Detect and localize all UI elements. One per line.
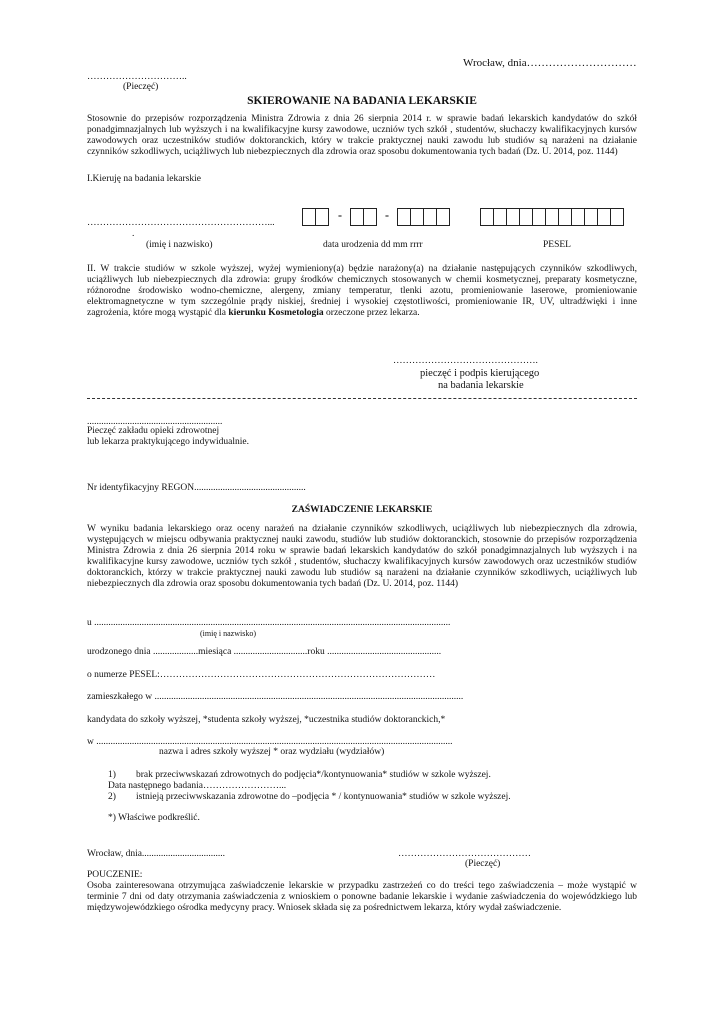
next-exam-date: Data następnego badania……………………...: [108, 781, 287, 791]
digit-box[interactable]: [397, 208, 411, 226]
section-2-tail: orzeczone przez lekarza.: [323, 308, 420, 318]
digit-box[interactable]: [597, 208, 611, 226]
intro-paragraph: Stosownie do przepisów rozporządzenia Ministra Zdrowia z dnia 26 sierpnia 2014 r. w sprawie badań lekarskich kandydatów do szkół ponadgimnazjalnych lub wyższych i na kwalifikacyjne kursy zawodowe, uczniów tych szkół , studentów, słuchaczy kwalifikacyjnych kursów zawodowych oraz uczestników studiów doktoranckich, który w trakcie praktycznej nauki zawodu lub studiów są narażeni na działanie czynników szkodliwych, uciążliwych lub niebezpiecznych dla zdrowia oraz sposobu dokumentowania tych badań (Dz. U. 2014, poz. 1144): [87, 114, 637, 157]
notice-text: Osoba zainteresowana otrzymująca zaświadczenie lekarskie w przypadku zastrzeżeń co do treści tego zaświadczenia – może wystąpić w terminie 7 dni od daty otrzymania zaświadczenia z wnioskiem o ponowne badanie lekarskie i wydanie zaświadczenia do wojewódzkiego lub międzywojewódzkiego ośrodka medycyny pracy. Wniosek składa się za pośrednictwem lekarza, który wydał zaświadczenie.: [87, 881, 637, 913]
footnote: *) Właściwe podkreślić.: [108, 813, 200, 823]
section-2-paragraph: [87, 264, 637, 319]
date-separator: -: [338, 208, 342, 222]
birth-day-boxes[interactable]: [302, 208, 328, 226]
digit-box[interactable]: [363, 208, 377, 226]
digit-box[interactable]: [584, 208, 598, 226]
digit-box[interactable]: [558, 208, 572, 226]
name-dots: …………………………………………………...: [87, 218, 275, 228]
digit-box[interactable]: [506, 208, 520, 226]
digit-box[interactable]: [315, 208, 329, 226]
digit-box[interactable]: [410, 208, 424, 226]
certificate-title: ZAŚWIADCZENIE LEKARSKIE: [291, 505, 433, 515]
item-number: 1): [108, 770, 116, 780]
digit-box[interactable]: [493, 208, 507, 226]
certificate-intro: W wyniku badania lekarskiego oraz oceny narażeń na działanie czynników szkodliwych, uciążliwych lub niebezpiecznych dla zdrowia, występujących w miejscu odbywania praktycznej nauki zawodu, studiów lub studiów doktoranckich, stosownie do przepisów rozporządzenia Ministra Zdrowia z dnia 26 sierpnia 2014 roku w sprawie badań lekarskich kandydatów do szkół ponadgimnazjalnych lub wyższych i na kwalifikacyjne kursy zawodowe, uczniów tych szkół , studentów, słuchaczy kwalifikacyjnych kursów zawodowych oraz uczestników studiów doktoranckich, którzy w trakcie praktycznej nauki zawodu lub studiów są narażeni na działanie czynników szkodliwych, uciążliwych lub niebezpiecznych dla zdrowia oraz sposobu dokumentowania tych badań (Dz. U. 2014, poz. 1144): [87, 524, 637, 589]
birth-month-boxes[interactable]: [350, 208, 376, 226]
facility-line-1: Pieczęć zakładu opieki zdrowotnej: [87, 426, 220, 436]
item-number: 2): [108, 792, 116, 802]
pesel-field: o numerze PESEL:……………………………………………………………………………: [87, 670, 436, 680]
pesel-boxes[interactable]: [480, 208, 623, 226]
decision-text: brak przeciwwskazań zdrowotnych do podjęcia*/kontynuowania* studiów w szkole wyższej.: [136, 770, 491, 780]
pesel-label: PESEL: [543, 240, 571, 250]
signature-dots: ……………………………………….: [393, 356, 538, 366]
page-title: SKIEROWANIE NA BADANIA LEKARSKIE: [247, 95, 477, 107]
footer-stamp-label: (Pieczęć): [465, 859, 501, 869]
regon-field: Nr identyfikacyjny REGON...............................................: [87, 483, 306, 493]
digit-box[interactable]: [519, 208, 533, 226]
footer-stamp-dots: ……………………………………: [398, 849, 531, 859]
signature-line-1: pieczęć i podpis kierującego: [420, 368, 540, 379]
digit-box[interactable]: [610, 208, 624, 226]
section-divider: [87, 398, 637, 399]
name-label: (imię i nazwisko): [146, 240, 213, 250]
decision-item-1: [108, 770, 491, 781]
digit-box[interactable]: [571, 208, 585, 226]
facility-line-2: lub lekarza praktykującego indywidualnie.: [87, 437, 249, 447]
digit-box[interactable]: [350, 208, 364, 226]
school-field: w ......................................................................................................................................................: [87, 737, 453, 747]
digit-box[interactable]: [423, 208, 437, 226]
digit-box[interactable]: [480, 208, 494, 226]
name-dot-below: .: [132, 229, 135, 239]
candidate-line: kandydata do szkoły wyższej, *studenta szkoły wyższej, *uczestnika studiów doktoranckich,*: [87, 715, 446, 725]
section-2-text: II. W trakcie studiów w szkole wyższej, wyżej wymieniony(a) będzie narażony(a) na działanie następujących czynników szkodliwych, uciążliwych lub niebezpiecznych dla zdrowia: grupy środków chemicznych stosowanych w chemii kosmetycznej, preparaty kosmetyczne, różnorodne środowisko wodno-chemiczne, alergeny, zmiany temperatur, tlenki azotu, promieniowanie laserowe, promieniowanie elektromagnetyczne w tym szczególnie prądy niskiej, średniej i wysokiej częstotliwości, promieniowanie IR, UV, ultradźwięki i inne zagrożenia, które mogą wystąpić dla: [87, 264, 637, 318]
date-separator: -: [385, 208, 389, 222]
footer-date: Wrocław, dnia...................................: [87, 849, 226, 859]
digit-box[interactable]: [436, 208, 450, 226]
referral-line: I.Kieruję na badania lekarskie: [87, 174, 201, 184]
stamp-dots: …………………………..: [87, 72, 187, 82]
patient-name-label: (imię i nazwisko): [200, 629, 256, 638]
digit-box[interactable]: [302, 208, 316, 226]
digit-box[interactable]: [545, 208, 559, 226]
birth-year-boxes[interactable]: [397, 208, 449, 226]
birth-date-field: urodzonego dnia ...................miesiąca ...............................roku ................................................: [87, 647, 442, 657]
stamp-label: (Pieczęć): [123, 82, 159, 92]
address-field: zamieszkałego w ..................................................................................................................................: [87, 692, 464, 702]
digit-box[interactable]: [532, 208, 546, 226]
birth-date-label: data urodzenia dd mm rrrr: [323, 240, 423, 250]
notice-heading: POUCZENIE:: [87, 870, 143, 880]
decision-item-2: [108, 792, 511, 803]
decision-text: istnieją przeciwwskazania zdrowotne do –podjęcia * / kontynuowania* studiów w szkole wyższej.: [136, 792, 511, 802]
field-of-study: kierunku Kosmetologia: [228, 308, 324, 318]
place-date-field: Wrocław, dnia…………………………: [463, 57, 637, 69]
signature-line-2: na badania lekarskie: [438, 380, 524, 391]
school-label: nazwa i adres szkoły wyższej * oraz wydziału (wydziałów): [159, 747, 385, 757]
facility-dots: .........................................................: [87, 417, 223, 427]
patient-name-field: u ......................................................................................................................................................: [87, 618, 451, 628]
